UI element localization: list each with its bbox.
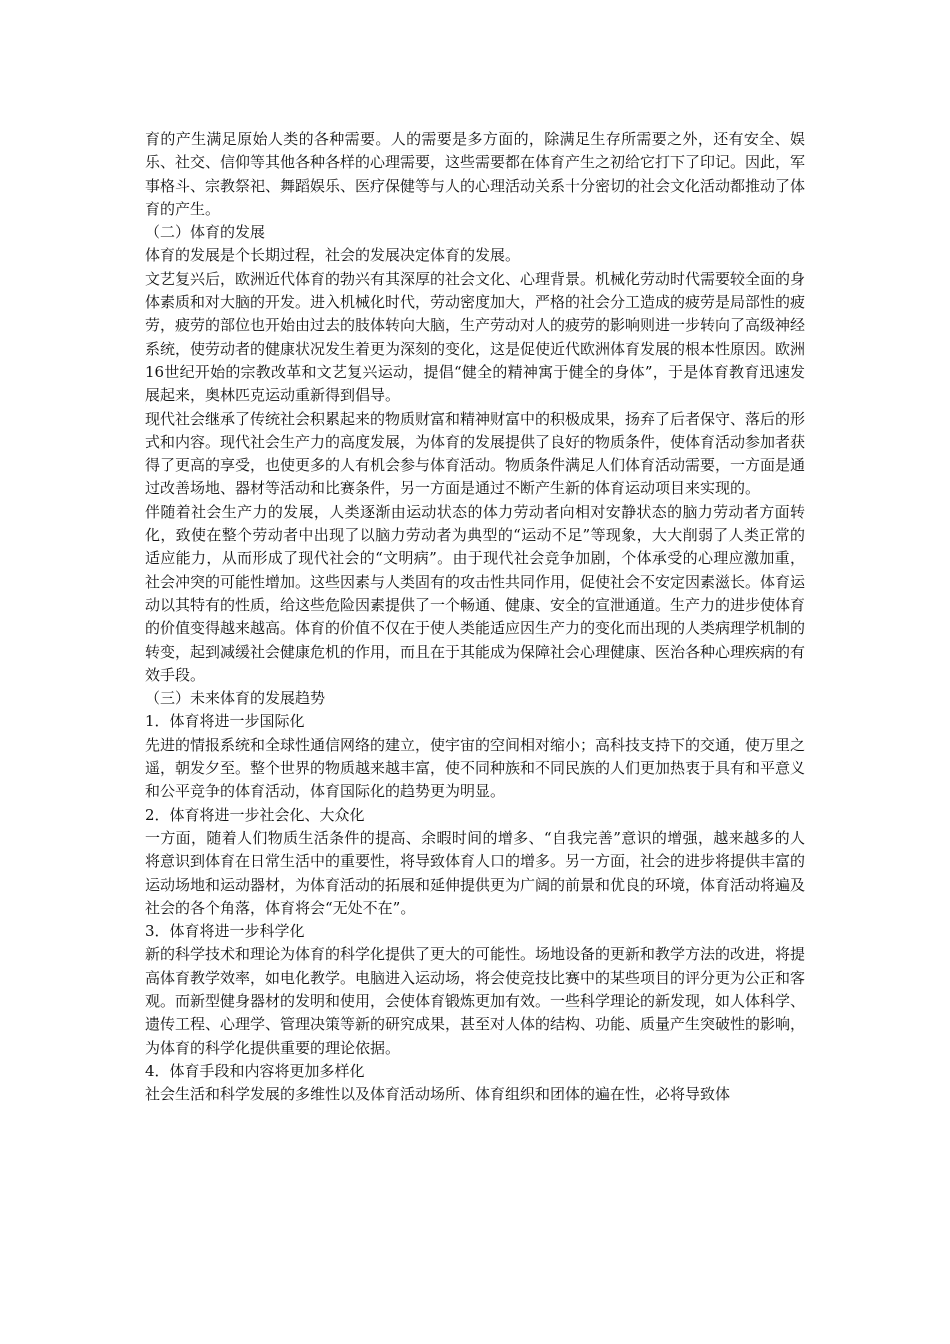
subheading-scientific: 3．体育将进一步科学化 xyxy=(145,922,305,941)
subheading-diversification: 4．体育手段和内容将更加多样化 xyxy=(145,1061,365,1080)
paragraph-productivity: 伴随着社会生产力的发展，人类逐渐由运动状态的体力劳动者向相对安静状态的脑力劳动者方面转化，致使在整个劳动者中出现了以脑力劳动者为典型的“运动不足”等现象，大大削弱了人类正常的适应能力，从而形成了现代社会的“文明病”。由于现代社会竞争加剧，个体承受的心理应激加重，社会冲突的可能性增加。这些因素与人类固有的攻击性共同作用，促使社会不安定因素滋长。体育运动以其特有的性质，给这些危险因素提供了一个畅通、健康、安全的宣泄通道。生产力的进步使体育的价值变得越来越高。体育的价值不仅在于使人类能适应因生产力的变化而出现的人类病理学机制的转变，起到减缓社会健康危机的作用，而且在于其能成为保障社会心理健康、医治各种心理疾病的有效手段。 xyxy=(145,502,806,684)
paragraph-diversification: 社会生活和科学发展的多维性以及体育活动场所、体育组织和团体的遍在性，必将导致体 xyxy=(145,1085,731,1104)
paragraph-modern-society: 现代社会继承了传统社会积累起来的物质财富和精神财富中的积极成果，扬弃了后者保守、落后的形式和内容。现代社会生产力的高度发展，为体育的发展提供了良好的物质条件，使体育活动参加者获得了更高的享受，也使更多的人有机会参与体育活动。物质条件满足人们体育活动需要，一方面是通过改善场地、器材等活动和比赛条件，另一方面是通过不断产生新的体育运动项目来实现的。 xyxy=(145,409,806,498)
document-page xyxy=(145,128,805,1106)
paragraph-scientific: 新的科学技术和理论为体育的科学化提供了更大的可能性。场地设备的更新和教学方法的改进，将提高体育教学效率，如电化教学。电脑进入运动场，将会使竞技比赛中的某些项目的评分更为公正和客观。而新型健身器材的发明和使用，会使体育锻炼更加有效。一些科学理论的新发现，如人体科学、遗传工程、心理学、管理决策等新的研究成果，甚至对人体的结构、功能、质量产生突破性的影响，为体育的科学化提供重要的理论依据。 xyxy=(145,945,806,1057)
paragraph-internationalization: 先进的情报系统和全球性通信网络的建立，使宇宙的空间相对缩小；高科技支持下的交通，使万里之遥，朝发夕至。整个世界的物质越来越丰富，使不同种族和不同民族的人们更加热衷于具有和平意义和公平竞争的体育活动，体育国际化的趋势更为明显。 xyxy=(145,735,806,801)
section-heading-development: （二）体育的发展 xyxy=(145,223,266,242)
subheading-socialization: 2．体育将进一步社会化、大众化 xyxy=(145,805,365,824)
section-heading-future-trends: （三）未来体育的发展趋势 xyxy=(145,689,326,708)
paragraph-socialization: 一方面，随着人们物质生活条件的提高、余暇时间的增多、“自我完善”意识的增强，越来越多的人将意识到体育在日常生活中的重要性，将导致体育人口的增多。另一方面，社会的进步将提供丰富的运动场地和运动器材，为体育活动的拓展和延伸提供更为广阔的前景和优良的环境，体育活动将遍及社会的各个角落，体育将会“无处不在”。 xyxy=(145,828,806,917)
paragraph-development-intro: 体育的发展是个长期过程，社会的发展决定体育的发展。 xyxy=(145,246,521,265)
paragraph-origin-needs: 育的产生满足原始人类的各种需要。人的需要是多方面的，除满足生存所需要之外，还有安全、娱乐、社交、信仰等其他各种各样的心理需要，这些需要都在体育产生之初给它打下了印记。因此，军事格斗、宗教祭祀、舞蹈娱乐、医疗保健等与人的心理活动关系十分密切的社会文化活动都推动了体育的产生。 xyxy=(145,130,806,218)
subheading-internationalization: 1．体育将进一步国际化 xyxy=(145,712,305,731)
paragraph-renaissance: 文艺复兴后，欧洲近代体育的勃兴有其深厚的社会文化、心理背景。机械化劳动时代需要较全面的身体素质和对大脑的开发。进入机械化时代，劳动密度加大，严格的社会分工造成的疲劳是局部性的疲劳，疲劳的部位也开始由过去的肢体转向大脑，生产劳动对人的疲劳的影响则进一步转向了高级神经系统，使劳动者的健康状况发生着更为深刻的变化，这是促使近代欧洲体育发展的根本性原因。欧洲16世纪开始的宗教改革和文艺复兴运动，提倡“健全的精神寓于健全的身体”，于是体育教育迅速发展起来，奥林匹克运动重新得到倡导。 xyxy=(145,269,806,405)
